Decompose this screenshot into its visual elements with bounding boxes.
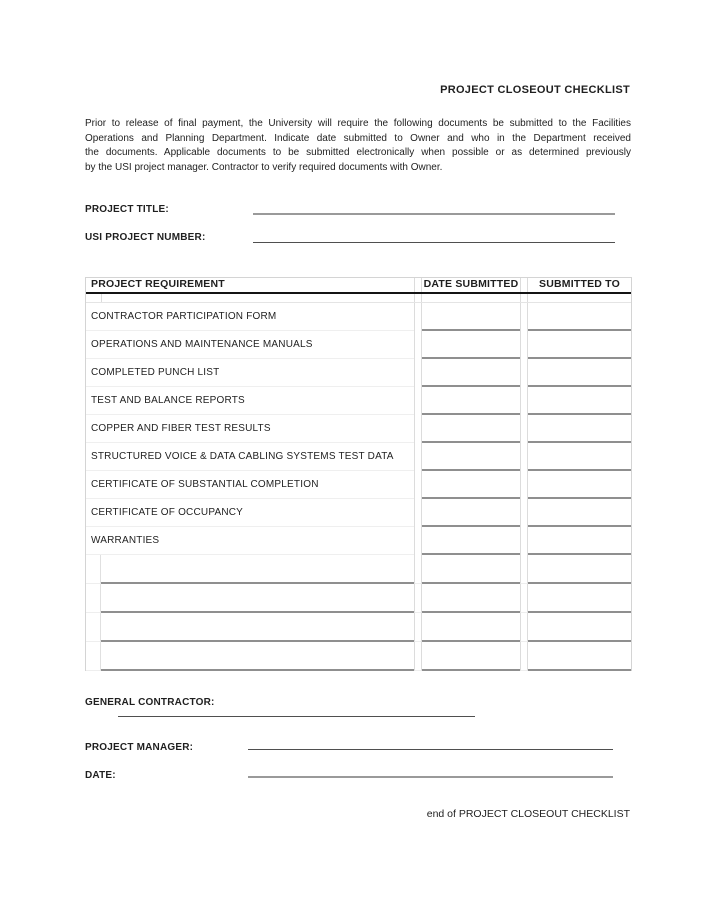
submitted-to-cell: [528, 303, 631, 331]
column-gap: [414, 278, 422, 292]
column-gap: [414, 359, 422, 387]
column-gap: [520, 359, 528, 387]
column-gap: [414, 499, 422, 527]
date-submitted-cell: [422, 584, 520, 613]
column-gap: [520, 471, 528, 499]
submitted-to-cell: [528, 359, 631, 387]
column-gap: [414, 613, 422, 642]
date-submitted-cell: [422, 642, 520, 671]
column-gap: [414, 471, 422, 499]
requirement-cell: COPPER AND FIBER TEST RESULTS: [86, 415, 414, 443]
date-submitted-cell: [422, 499, 520, 527]
table-row: [86, 387, 631, 415]
column-gap: [520, 294, 528, 302]
requirement-cell-blank: [86, 555, 414, 584]
submitted-to-cell: [528, 584, 631, 613]
column-gap: [520, 584, 528, 613]
requirement-rows: [86, 303, 631, 555]
project-manager-label: PROJECT MANAGER:: [85, 742, 194, 753]
date-submitted-cell: [422, 555, 520, 584]
column-gap: [520, 443, 528, 471]
blank-rows: [86, 555, 631, 671]
column-gap: [520, 278, 528, 292]
date-submitted-cell: [422, 471, 520, 499]
submitted-to-cell: [528, 387, 631, 415]
column-gap: [520, 613, 528, 642]
header-date-submitted: DATE SUBMITTED: [423, 278, 519, 290]
requirement-cell: OPERATIONS AND MAINTENANCE MANUALS: [86, 331, 414, 359]
table-row: [86, 499, 631, 527]
table-row-blank: [86, 555, 631, 584]
submitted-to-cell: [528, 443, 631, 471]
requirement-cell: WARRANTIES: [86, 527, 414, 555]
table-row: [86, 331, 631, 359]
table-row-blank: [86, 584, 631, 613]
table-spacer-row: [86, 294, 631, 303]
table-row-blank: [86, 613, 631, 642]
table-row: [86, 443, 631, 471]
column-gap: [520, 499, 528, 527]
table-row: [86, 415, 631, 443]
date-submitted-cell: [422, 443, 520, 471]
blank-write-in-line: [101, 555, 414, 584]
submitted-to-cell: [528, 527, 631, 555]
column-gap: [520, 331, 528, 359]
column-gap: [414, 331, 422, 359]
project-title-label: PROJECT TITLE:: [85, 204, 169, 215]
date-submitted-cell: [422, 303, 520, 331]
intro-line: Prior to release of final payment, the University will require the following documents be submitted to the Facilities: [85, 118, 631, 129]
column-gap: [520, 555, 528, 584]
submitted-to-cell: [528, 613, 631, 642]
requirement-cell-blank: [86, 584, 414, 613]
column-gap: [414, 642, 422, 671]
table-row: [86, 471, 631, 499]
column-gap: [414, 584, 422, 613]
general-contractor-label: GENERAL CONTRACTOR:: [85, 697, 215, 708]
column-gap: [520, 642, 528, 671]
column-gap: [414, 303, 422, 331]
column-gap: [414, 443, 422, 471]
date-blank-line: [248, 776, 613, 778]
column-gap: [414, 294, 422, 302]
intro-paragraph: [85, 117, 631, 176]
table-row-blank: [86, 642, 631, 671]
submitted-to-cell: [528, 471, 631, 499]
column-gap: [414, 387, 422, 415]
intro-line: the documents. Applicable documents to be submitted electronically when possible or as determined previously: [85, 147, 631, 159]
date-submitted-cell: [422, 613, 520, 642]
project-manager-blank-line: [248, 749, 613, 750]
date-label: DATE:: [85, 770, 116, 781]
column-gap: [414, 527, 422, 555]
submitted-to-cell: [528, 642, 631, 671]
blank-write-in-line: [101, 584, 414, 613]
header-project-requirement: PROJECT REQUIREMENT: [91, 278, 225, 290]
project-title-blank-line: [253, 213, 615, 215]
requirement-cell: STRUCTURED VOICE & DATA CABLING SYSTEMS TEST DATA: [86, 443, 414, 471]
submitted-to-cell: [528, 331, 631, 359]
usi-project-number-blank-line: [253, 242, 615, 243]
submitted-to-cell: [528, 499, 631, 527]
requirement-cell-blank: [86, 642, 414, 671]
header-submitted-to: SUBMITTED TO: [539, 278, 620, 290]
requirement-cell: CERTIFICATE OF SUBSTANTIAL COMPLETION: [86, 471, 414, 499]
closeout-table: [85, 277, 632, 671]
blank-write-in-line: [101, 613, 414, 642]
table-row: [86, 303, 631, 331]
date-submitted-cell: [422, 359, 520, 387]
table-row: [86, 359, 631, 387]
intro-line: Operations and Planning Department. Indicate date submitted to Owner and who in the Department received: [85, 132, 631, 144]
requirement-cell: CONTRACTOR PARTICIPATION FORM: [86, 303, 414, 331]
requirement-cell: TEST AND BALANCE REPORTS: [86, 387, 414, 415]
column-gap: [414, 555, 422, 584]
blank-write-in-line: [101, 642, 414, 671]
column-gap: [414, 415, 422, 443]
table-header-row: [86, 278, 631, 294]
general-contractor-blank-line: [118, 716, 475, 717]
usi-project-number-label: USI PROJECT NUMBER:: [85, 232, 206, 243]
date-submitted-cell: [422, 387, 520, 415]
column-gap: [520, 415, 528, 443]
table-row: [86, 527, 631, 555]
submitted-to-cell: [528, 555, 631, 584]
date-submitted-cell: [422, 527, 520, 555]
requirement-cell-blank: [86, 613, 414, 642]
column-gap: [520, 527, 528, 555]
end-of-checklist-text: end of PROJECT CLOSEOUT CHECKLIST: [426, 808, 630, 820]
column-gap: [520, 387, 528, 415]
date-submitted-cell: [422, 331, 520, 359]
requirement-cell: CERTIFICATE OF OCCUPANCY: [86, 499, 414, 527]
page-title: PROJECT CLOSEOUT CHECKLIST: [440, 84, 630, 96]
intro-line: by the USI project manager. Contractor to verify required documents with Owner.: [85, 162, 443, 174]
submitted-to-cell: [528, 415, 631, 443]
column-gap: [520, 303, 528, 331]
date-submitted-cell: [422, 415, 520, 443]
requirement-cell: COMPLETED PUNCH LIST: [86, 359, 414, 387]
